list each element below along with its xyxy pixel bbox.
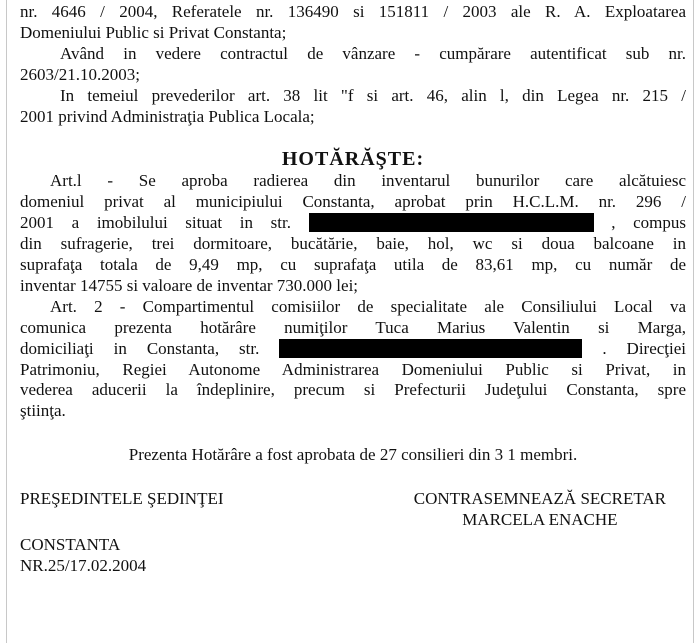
redacted-street-1 — [309, 213, 594, 232]
art2-line-3-start: domiciliaţi in Constanta, str. — [20, 338, 260, 358]
preamble-line-6: 2001 privind Administraţia Publica Locala; — [20, 106, 315, 126]
art1-line-3-end: , compus — [611, 213, 686, 233]
art2-line-4: Patrimoniu, Regiei Autonome Administrarea Domeniului Public si Privat, in — [20, 359, 686, 379]
art2-line-3-end: . Direcţiei — [602, 338, 686, 358]
document-page — [20, 2, 686, 577]
art2-line-3 — [20, 339, 686, 360]
president-signature-label: PREŞEDINTELE ŞEDINŢEI — [20, 489, 224, 509]
preamble-line-2: Domeniului Public si Privat Constanta; — [20, 22, 287, 42]
footer-number: NR.25/17.02.2004 — [20, 555, 147, 575]
footer-city: CONSTANTA — [20, 534, 121, 554]
art1-line-1: Art.l - Se aproba radierea din inventarul bunurilor care alcătuiesc — [50, 171, 686, 191]
art1-line-4: din sufragerie, trei dormitoare, bucătărie, baie, hol, wc si doua balcoane in — [20, 234, 686, 254]
redacted-street-2 — [279, 339, 582, 358]
art1-line-3-start: 2001 a imobilului situat in str. — [20, 213, 291, 233]
secretary-name: MARCELA ENACHE — [462, 510, 618, 530]
signature-block — [20, 489, 686, 531]
preamble-line-3: Având in vedere contractul de vânzare - cumpărare autentificat sub nr. — [60, 43, 686, 63]
secretary-title: CONTRASEMNEAZĂ SECRETAR — [413, 489, 666, 509]
art2-line-5: vederea aducerii la îndeplinire, precum si Prefecturii Judeţului Constanta, spre — [20, 380, 686, 400]
approval-statement: Prezenta Hotărâre a fost aprobata de 27 consilieri din 3 1 membri. — [128, 445, 578, 465]
art2-line-1: Art. 2 - Compartimentul comisiilor de specialitate ale Consiliului Local va — [50, 296, 686, 316]
art1-line-2: domeniul privat al municipiului Constanta, aprobat prin H.C.L.M. nr. 296 / — [20, 192, 686, 212]
art2-line-2: comunica prezenta hotărâre numiţilor Tuca Marius Valentin si Marga, — [20, 317, 686, 337]
secretary-signature — [414, 489, 686, 531]
art1-line-5: suprafaţa totala de 9,49 mp, cu suprafaţa utila de 83,61 mp, cu număr de — [20, 254, 686, 274]
preamble-line-5: In temeiul prevederilor art. 38 lit "f si art. 46, alin l, din Legea nr. 215 / — [60, 85, 686, 105]
page-right-edge — [693, 0, 694, 643]
art1-line-6: inventar 14755 si valoare de inventar 730.000 lei; — [20, 275, 359, 295]
preamble-line-1: nr. 4646 / 2004, Referatele nr. 136490 si 151811 / 2003 ale R. A. Exploatarea — [20, 2, 686, 21]
preamble-line-4: 2603/21.10.2003; — [20, 64, 140, 84]
art1-line-3 — [20, 213, 686, 234]
art2-line-6: ştiinţa. — [20, 401, 66, 421]
decision-title: HOTĂRĂŞTE: — [281, 148, 425, 171]
page-left-edge — [6, 0, 7, 643]
